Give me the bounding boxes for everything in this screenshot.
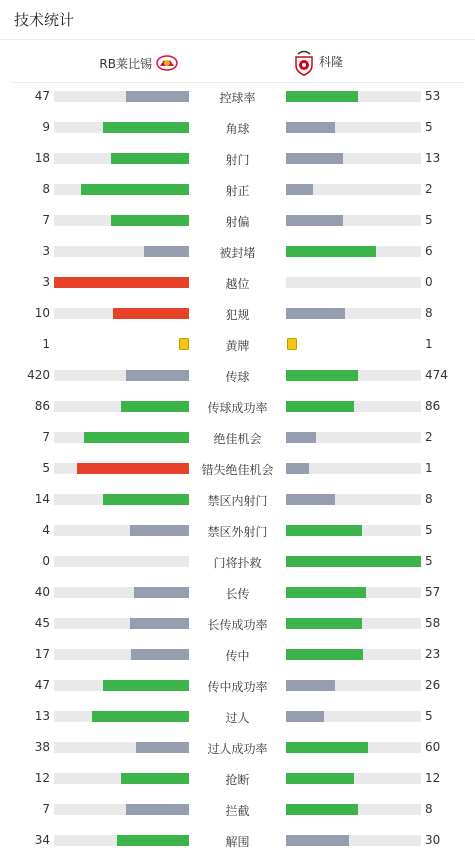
stat-label: 被封堵 [219, 246, 256, 260]
stat-row [0, 608, 475, 639]
home-stat-bar-fill [111, 153, 189, 164]
home-stat-bar [54, 91, 189, 102]
page-title: 技术统计 [0, 0, 475, 40]
away-stat-bar [286, 432, 421, 443]
home-stat-bar-fill [54, 277, 189, 288]
home-stat-bar [54, 742, 189, 753]
away-stat-value: 5 [425, 554, 433, 568]
home-stat-value: 86 [34, 399, 50, 413]
home-stat-bar [54, 184, 189, 195]
home-stat-value: 12 [34, 771, 50, 785]
away-stat-bar-fill [286, 680, 335, 691]
stat-label: 传球成功率 [207, 401, 268, 415]
stat-row [0, 701, 475, 732]
away-stat-bar [286, 277, 421, 288]
teams-header [10, 40, 465, 83]
home-stat-bar [54, 432, 189, 443]
stat-label: 黄牌 [225, 339, 250, 353]
home-stat-bar [54, 463, 189, 474]
away-stat-bar [286, 835, 421, 846]
home-stat-bar-fill [134, 587, 189, 598]
away-team-name: 科隆 [319, 54, 344, 69]
home-stat-bar [54, 246, 189, 257]
home-stat-bar-fill [113, 308, 189, 319]
home-stat-bar [54, 804, 189, 815]
away-stat-value: 13 [425, 151, 441, 165]
home-stat-value: 10 [34, 306, 50, 320]
rb-leipzig-crest-icon [156, 52, 178, 74]
away-stat-bar-fill [286, 246, 376, 257]
away-stat-bar-fill [286, 122, 335, 133]
away-stat-bar [286, 215, 421, 226]
away-yellow-card-icon [287, 338, 297, 350]
stat-row [0, 670, 475, 701]
stat-label: 抢断 [225, 773, 250, 787]
away-stat-value: 26 [425, 678, 441, 692]
stat-row [0, 360, 475, 391]
away-stat-value: 53 [425, 89, 441, 103]
home-stat-value: 45 [34, 616, 50, 630]
away-stat-bar-fill [286, 184, 313, 195]
stat-row [0, 112, 475, 143]
stat-row [0, 143, 475, 174]
home-stat-bar-fill [121, 773, 189, 784]
stat-label: 控球率 [219, 91, 256, 105]
home-stat-bar [54, 525, 189, 536]
home-stat-value: 1 [42, 337, 50, 351]
away-stat-bar-fill [286, 742, 368, 753]
home-stat-value: 0 [42, 554, 50, 568]
stat-row [0, 484, 475, 515]
away-stat-value: 2 [425, 182, 433, 196]
away-stat-bar [286, 556, 421, 567]
away-stat-bar [286, 618, 421, 629]
away-stat-bar [286, 680, 421, 691]
home-stat-bar-fill [144, 246, 189, 257]
stat-row [0, 639, 475, 670]
stat-row [0, 329, 475, 360]
home-stat-bar [54, 370, 189, 381]
home-stat-value: 7 [42, 213, 50, 227]
home-stat-bar-fill [103, 680, 189, 691]
stat-row [0, 81, 475, 112]
stat-row [0, 267, 475, 298]
away-stat-bar [286, 122, 421, 133]
away-stat-value: 5 [425, 523, 433, 537]
home-stat-value: 47 [34, 89, 50, 103]
stat-label: 传球 [225, 370, 250, 384]
away-stat-value: 12 [425, 771, 441, 785]
away-stat-bar [286, 91, 421, 102]
away-stat-bar [286, 742, 421, 753]
stat-row [0, 825, 475, 856]
away-stat-bar-fill [286, 91, 358, 102]
away-stat-bar-fill [286, 556, 421, 567]
away-stat-bar-fill [286, 401, 354, 412]
away-team[interactable] [293, 50, 343, 72]
home-stat-bar [54, 680, 189, 691]
away-stat-bar [286, 246, 421, 257]
away-stat-bar-fill [286, 773, 354, 784]
away-stat-value: 57 [425, 585, 441, 599]
home-team-name: RB莱比锡 [99, 56, 152, 71]
home-stat-bar [54, 556, 189, 567]
away-stat-bar-fill [286, 711, 324, 722]
home-stat-bar-fill [126, 370, 189, 381]
stat-label: 传中成功率 [207, 680, 268, 694]
home-stat-value: 4 [42, 523, 50, 537]
home-stat-value: 5 [42, 461, 50, 475]
away-stat-value: 1 [425, 461, 433, 475]
away-stat-value: 23 [425, 647, 441, 661]
home-stat-bar-fill [81, 184, 189, 195]
home-stat-value: 3 [42, 275, 50, 289]
away-stat-value: 5 [425, 709, 433, 723]
home-stat-bar-fill [130, 618, 189, 629]
away-stat-bar-fill [286, 649, 363, 660]
away-stat-value: 60 [425, 740, 441, 754]
stat-label: 拦截 [225, 804, 250, 818]
away-stat-bar [286, 525, 421, 536]
home-stat-value: 14 [34, 492, 50, 506]
away-stat-bar-fill [286, 587, 366, 598]
home-stat-value: 9 [42, 120, 50, 134]
home-stat-bar-fill [131, 649, 189, 660]
away-stat-bar-fill [286, 432, 316, 443]
home-team[interactable] [99, 52, 178, 74]
away-stat-value: 8 [425, 306, 433, 320]
home-stat-bar [54, 587, 189, 598]
away-stat-bar [286, 649, 421, 660]
stat-row [0, 391, 475, 422]
stat-label: 犯规 [225, 308, 250, 322]
stat-row [0, 174, 475, 205]
stat-row [0, 422, 475, 453]
stat-row [0, 577, 475, 608]
away-stat-bar [286, 370, 421, 381]
home-stat-bar-fill [103, 494, 189, 505]
away-stat-bar-fill [286, 618, 362, 629]
away-stat-value: 8 [425, 802, 433, 816]
home-stat-value: 7 [42, 430, 50, 444]
stat-label: 长传成功率 [207, 618, 268, 632]
away-stat-value: 5 [425, 120, 433, 134]
home-stat-value: 40 [34, 585, 50, 599]
away-stat-bar-fill [286, 525, 362, 536]
home-stat-value: 13 [34, 709, 50, 723]
away-stat-value: 2 [425, 430, 433, 444]
stat-label: 禁区外射门 [207, 525, 268, 539]
home-stat-bar [54, 308, 189, 319]
home-stat-value: 420 [27, 368, 50, 382]
stat-row [0, 453, 475, 484]
away-stat-value: 0 [425, 275, 433, 289]
stat-row [0, 794, 475, 825]
home-stat-bar-fill [126, 91, 189, 102]
home-stat-bar-fill [117, 835, 189, 846]
stat-label: 长传 [225, 587, 250, 601]
stat-label: 门将扑救 [213, 556, 262, 570]
home-stat-bar-fill [84, 432, 189, 443]
home-stat-bar [54, 494, 189, 505]
home-stat-value: 17 [34, 647, 50, 661]
home-stat-bar [54, 835, 189, 846]
away-stat-bar [286, 308, 421, 319]
koln-crest-icon [293, 50, 315, 72]
stat-row [0, 515, 475, 546]
away-stat-bar [286, 804, 421, 815]
away-stat-bar-fill [286, 804, 358, 815]
stat-row [0, 546, 475, 577]
away-stat-bar-fill [286, 215, 343, 226]
away-stat-bar-fill [286, 463, 309, 474]
stat-label: 越位 [225, 277, 250, 291]
home-stat-bar [54, 153, 189, 164]
home-stat-value: 3 [42, 244, 50, 258]
stat-label: 禁区内射门 [207, 494, 268, 508]
away-stat-bar [286, 494, 421, 505]
stat-label: 绝佳机会 [213, 432, 262, 446]
away-stat-bar [286, 153, 421, 164]
home-stat-bar-fill [126, 804, 189, 815]
home-stat-bar [54, 122, 189, 133]
home-stat-value: 18 [34, 151, 50, 165]
away-stat-bar [286, 401, 421, 412]
home-stat-value: 47 [34, 678, 50, 692]
stat-label: 传中 [225, 649, 250, 663]
home-stat-bar [54, 277, 189, 288]
home-stat-bar [54, 773, 189, 784]
away-stat-bar-fill [286, 153, 343, 164]
away-stat-value: 474 [425, 368, 448, 382]
away-stat-bar-fill [286, 308, 345, 319]
stat-label: 射偏 [225, 215, 250, 229]
away-stat-bar [286, 711, 421, 722]
home-stat-bar [54, 649, 189, 660]
away-stat-bar-fill [286, 835, 349, 846]
stat-row [0, 763, 475, 794]
home-stat-bar-fill [92, 711, 189, 722]
stat-label: 射门 [225, 153, 250, 167]
home-stat-value: 38 [34, 740, 50, 754]
stat-label: 过人成功率 [207, 742, 268, 756]
away-stat-bar [286, 184, 421, 195]
home-stat-bar-fill [103, 122, 189, 133]
away-stat-value: 1 [425, 337, 433, 351]
home-stat-bar-fill [121, 401, 189, 412]
home-stat-value: 7 [42, 802, 50, 816]
away-stat-value: 58 [425, 616, 441, 630]
stat-row [0, 298, 475, 329]
home-stat-bar-fill [130, 525, 189, 536]
home-stat-bar [54, 711, 189, 722]
home-stat-value: 8 [42, 182, 50, 196]
stat-label: 射正 [225, 184, 250, 198]
home-yellow-card-icon [179, 338, 189, 350]
stat-label: 角球 [225, 122, 250, 136]
home-stat-bar [54, 215, 189, 226]
away-stat-bar [286, 773, 421, 784]
away-stat-bar-fill [286, 494, 335, 505]
away-stat-bar [286, 463, 421, 474]
home-stat-bar-fill [77, 463, 189, 474]
away-stat-bar [286, 587, 421, 598]
away-stat-value: 5 [425, 213, 433, 227]
stat-row [0, 732, 475, 763]
away-stat-value: 6 [425, 244, 433, 258]
stat-label: 解围 [225, 835, 250, 849]
stat-row [0, 236, 475, 267]
stat-row [0, 205, 475, 236]
home-stat-bar [54, 618, 189, 629]
stat-label: 过人 [225, 711, 250, 725]
home-stat-bar-fill [111, 215, 189, 226]
home-stat-bar-fill [136, 742, 189, 753]
away-stat-bar-fill [286, 370, 358, 381]
stat-label: 错失绝佳机会 [201, 463, 274, 477]
away-stat-value: 8 [425, 492, 433, 506]
away-stat-value: 30 [425, 833, 441, 847]
home-stat-bar [54, 401, 189, 412]
away-stat-value: 86 [425, 399, 441, 413]
home-stat-value: 34 [34, 833, 50, 847]
